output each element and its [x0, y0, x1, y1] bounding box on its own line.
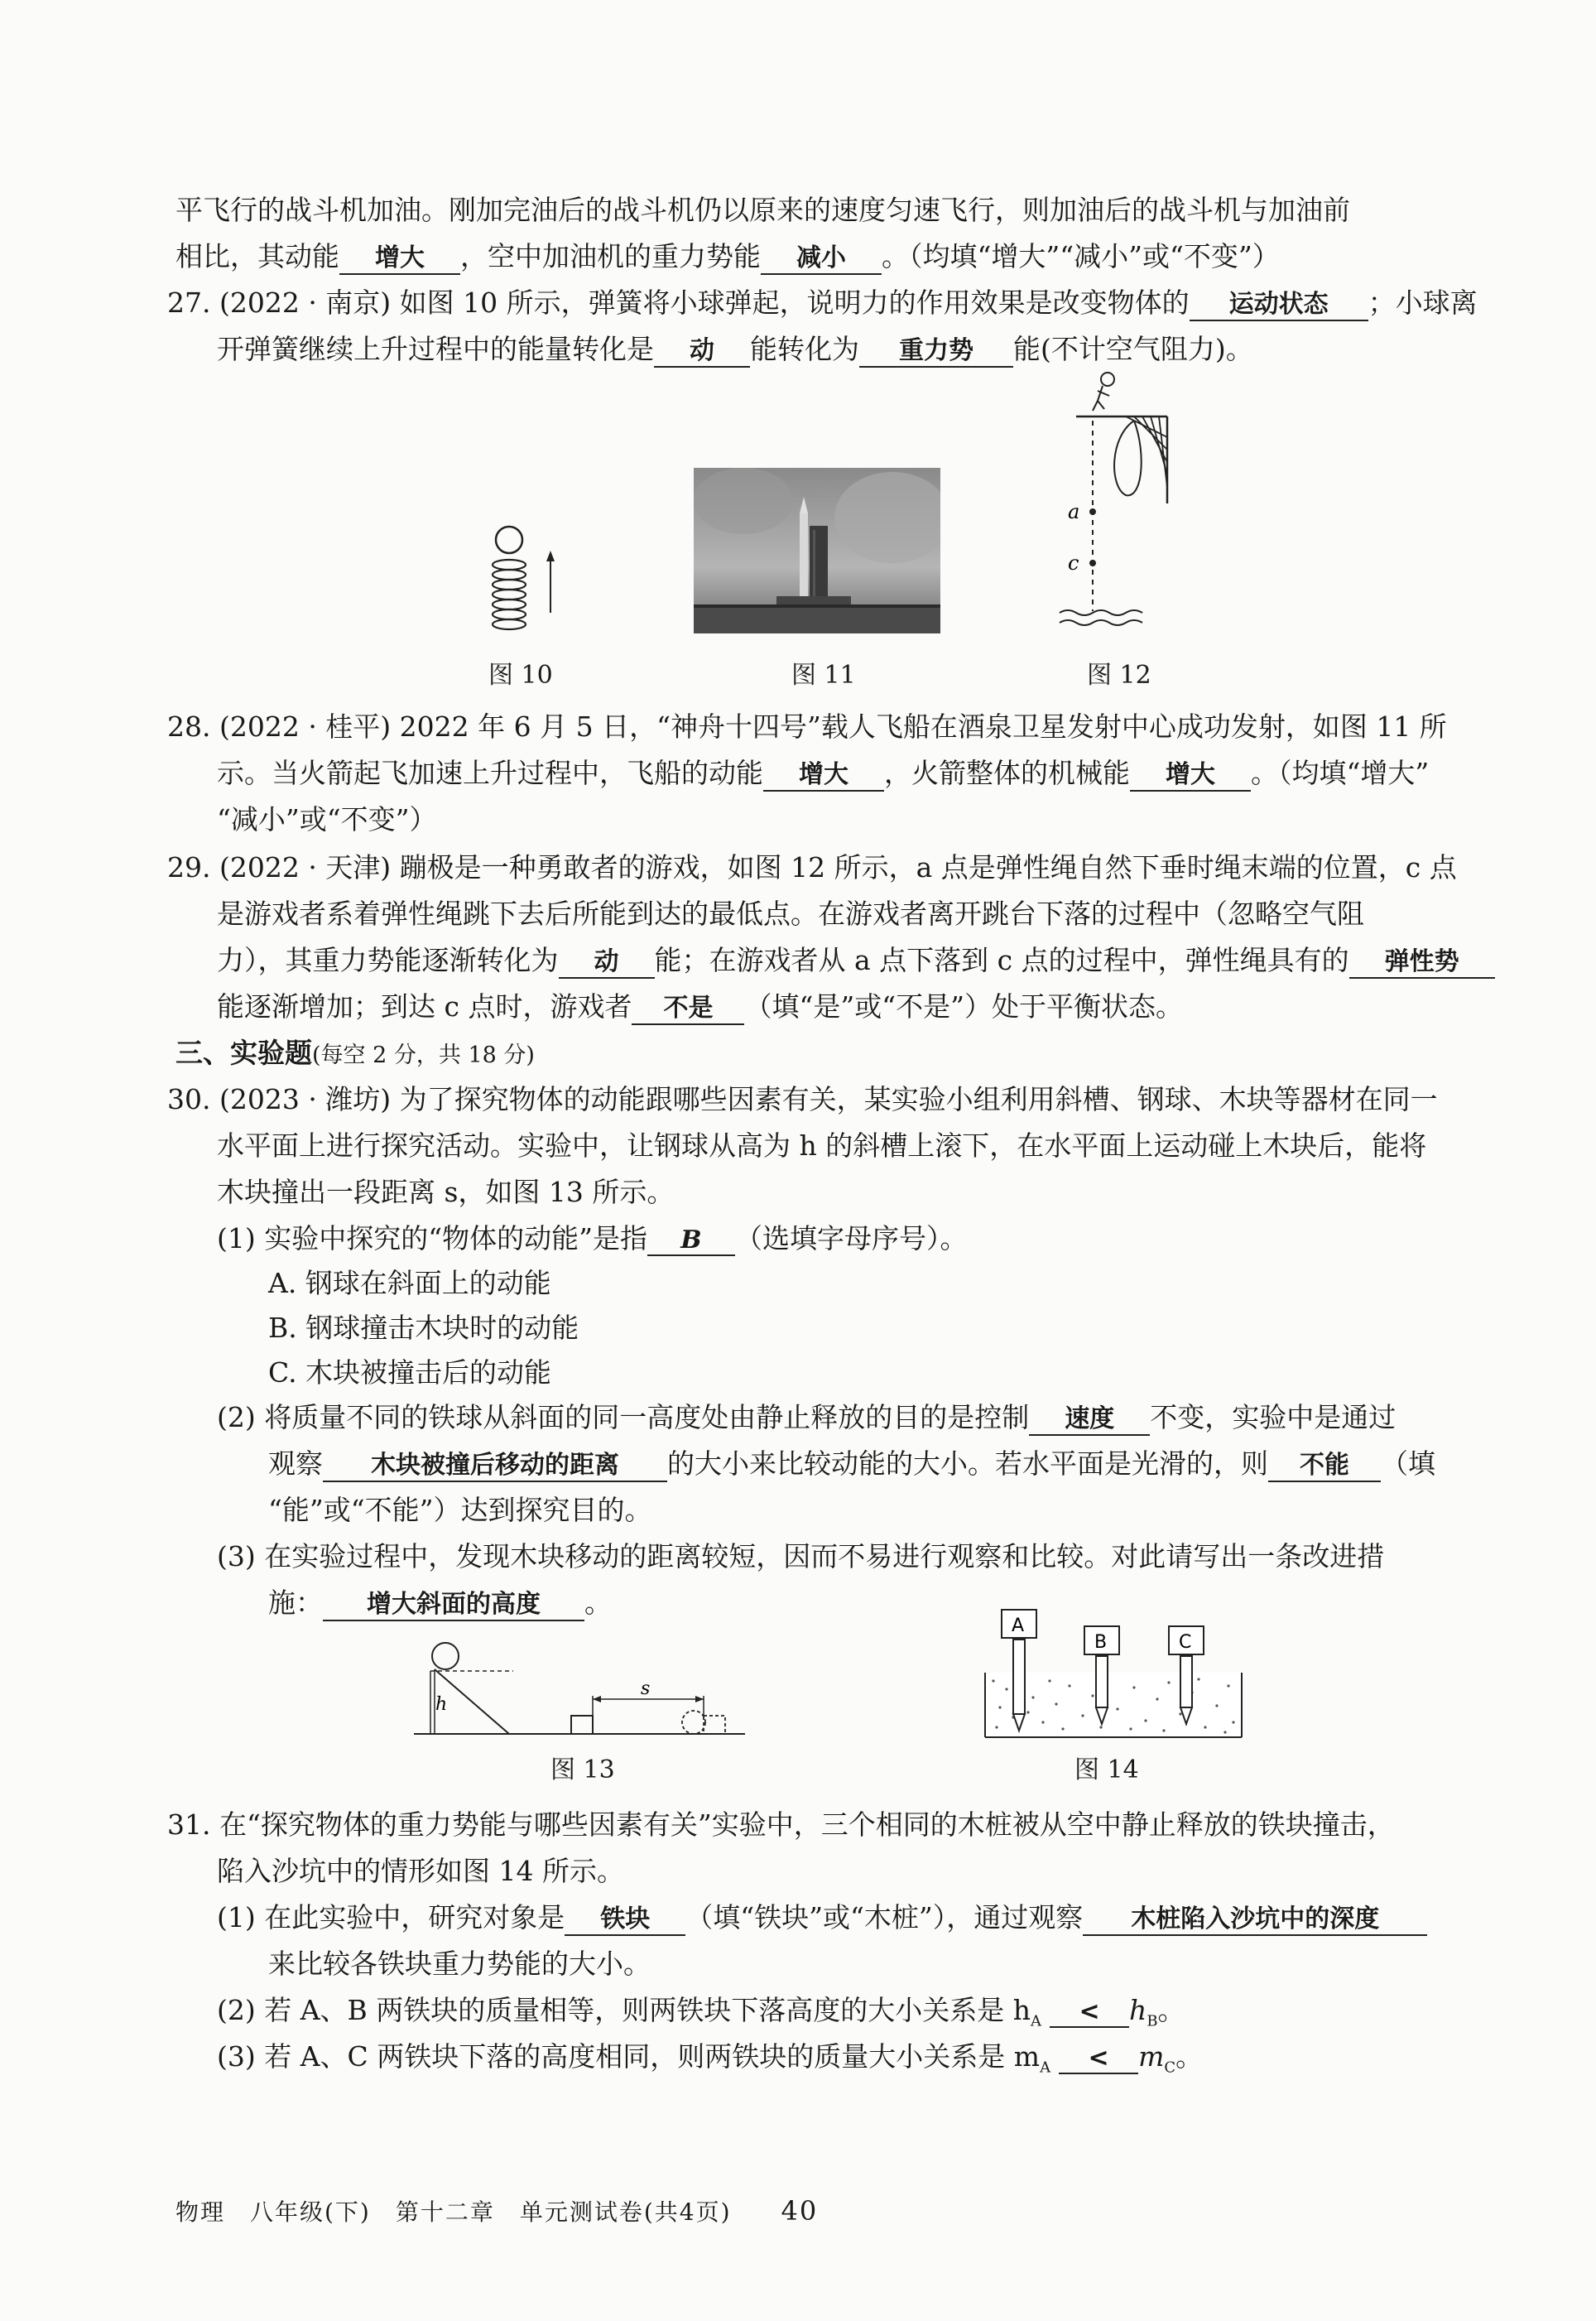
answer-blank: < — [1050, 1997, 1129, 2028]
q27-line1: 27. (2022 · 南京) 如图 10 所示，弹簧将小球弹起，说明力的作用效果是改变物体的 运动状态 ；小球离 — [167, 282, 1478, 321]
q30-line1: 30. (2023 · 潍坊) 为了探究物体的动能跟哪些因素有关，某实验小组利用斜槽、钢球、木块等器材在同一 — [167, 1083, 1438, 1115]
figure-13-caption: 图 13 — [550, 1755, 615, 1784]
answer-blank: 木桩陷入沙坑中的深度 — [1083, 1898, 1427, 1936]
figure-10-spring-ball — [480, 522, 571, 646]
q31-part3: (3) 若 A、C 两铁块下落的高度相同，则两铁块的质量大小关系是 $m_A < m_C$。 — [217, 2040, 1204, 2077]
q28-line1: 28. (2022 · 桂平) 2022 年 6 月 5 日，“神舟十四号”载人飞船在酒泉卫星发射中心成功发射，如图 11 所 — [167, 710, 1447, 743]
figure-10-caption: 图 10 — [488, 661, 553, 690]
figure-14-sandpit — [977, 1606, 1258, 1739]
q30-line3: 木块撞出一段距离 s，如图 13 所示。 — [217, 1176, 675, 1208]
answer-blank: B — [647, 1226, 735, 1256]
answer-blank: 弹性势 — [1349, 941, 1495, 979]
q28-line2: 示。当火箭起飞加速上升过程中，飞船的动能 增大 ，火箭整体的机械能 增大 。（均填“增大” — [217, 752, 1429, 792]
q30-option-a: A. 钢球在斜面上的动能 — [268, 1267, 551, 1299]
answer-blank: 增大 — [1130, 754, 1251, 792]
section-3-heading: 三、实验题(每空 2 分，共 18 分) — [175, 1037, 535, 1069]
q26-line2: 相比，其动能 增大 ，空中加油机的重力势能 减小 。（均填“增大”“减小”或“不变”） — [175, 235, 1280, 275]
answer-blank: 木块被撞后移动的距离 — [323, 1444, 667, 1482]
q30-option-c: C. 木块被撞击后的动能 — [268, 1356, 552, 1389]
answer-blank: 运动状态 — [1190, 283, 1368, 321]
q30-part1: (1) 实验中探究的“物体的动能”是指 B （选填字母序号）。 — [217, 1222, 968, 1254]
answer-blank: 动 — [654, 330, 750, 368]
label-h: h — [435, 1694, 448, 1715]
page-number: 40 — [781, 2195, 819, 2227]
q31-line1: 31. 在“探究物体的重力势能与哪些因素有关”实验中，三个相同的木桩被从空中静止释放的铁块撞击， — [167, 1808, 1395, 1841]
answer-blank: 速度 — [1029, 1398, 1150, 1436]
block-b: B — [1094, 1632, 1108, 1653]
q30-line2: 水平面上进行探究活动。实验中，让钢球从高为 h 的斜槽上滚下，在水平面上运动碰上木块后，能将 — [217, 1129, 1427, 1162]
answer-blank: < — [1059, 2044, 1138, 2074]
q30-option-b: B. 钢球撞击木块时的动能 — [268, 1312, 579, 1344]
q28-line3: “减小”或“不变”） — [217, 803, 437, 835]
figure-11-rocket-photo — [694, 468, 940, 633]
q29-line2: 是游戏者系着弹性绳跳下去后所能到达的最低点。在游戏者离开跳台下落的过程中（忽略空气阻 — [217, 898, 1364, 930]
figure-14-caption: 图 14 — [1074, 1755, 1139, 1784]
q30-part3-line1: (3) 在实验过程中，发现木块移动的距离较短，因而不易进行观察和比较。对此请写出一条改进措 — [217, 1540, 1385, 1572]
q31-line2: 陷入沙坑中的情形如图 14 所示。 — [217, 1855, 624, 1887]
answer-blank: 重力势 — [859, 330, 1013, 368]
q29-line4: 能逐渐增加；到达 c 点时，游戏者 不是 （填“是”或“不是”）处于平衡状态。 — [217, 985, 1183, 1025]
q30-part2-line2: 观察 木块被撞后移动的距离 的大小来比较动能的大小。若水平面是光滑的，则 不能 （填 — [268, 1442, 1435, 1482]
figure-13-incline — [406, 1623, 753, 1747]
q31-part1-line2: 来比较各铁块重力势能的大小。 — [268, 1948, 651, 1980]
block-a: A — [1012, 1616, 1025, 1636]
q31-part1-line1: (1) 在此实验中，研究对象是 铁块 （填“铁块”或“木桩”），通过观察 木桩陷入沙坑中的深度 — [217, 1896, 1427, 1936]
answer-blank: 增大斜面的高度 — [323, 1583, 584, 1621]
answer-blank: 动 — [559, 941, 655, 979]
block-c: C — [1179, 1632, 1192, 1653]
q30-part2-line3: “能”或“不能”）达到探究目的。 — [268, 1494, 652, 1526]
q30-part2-line1: (2) 将质量不同的铁球从斜面的同一高度处由静止释放的目的是控制 速度 不变，实验中是通过 — [217, 1396, 1396, 1436]
q30-part3-line2: 施： 增大斜面的高度 。 — [268, 1582, 612, 1621]
answer-blank: 减小 — [761, 237, 882, 275]
label-c: c — [1068, 551, 1079, 575]
figure-11-caption: 图 11 — [791, 661, 856, 690]
q26-line1: 平飞行的战斗机加油。刚加完油后的战斗机仍以原来的速度匀速飞行，则加油后的战斗机与加油前 — [175, 194, 1350, 226]
page-footer: 物理 八年级(下) 第十二章 单元测试卷(共4页) 40 — [175, 2195, 819, 2227]
q29-line1: 29. (2022 · 天津) 蹦极是一种勇敢者的游戏，如图 12 所示，a 点是弹性绳自然下垂时绳末端的位置，c 点 — [167, 851, 1457, 884]
figure-12-caption: 图 12 — [1087, 661, 1151, 690]
answer-blank: 铁块 — [565, 1898, 685, 1936]
q29-line3: 力），其重力势能逐渐转化为 动 能；在游戏者从 a 点下落到 c 点的过程中，弹性绳具有的 弹性势 — [217, 939, 1495, 979]
q31-part2: (2) 若 A、B 两铁块的质量相等，则两铁块下落高度的大小关系是 $h_A < h_B$。 — [217, 1994, 1185, 2030]
label-a: a — [1068, 500, 1080, 523]
answer-blank: 不能 — [1268, 1444, 1381, 1482]
q27-line2: 开弹簧继续上升过程中的能量转化是 动 能转化为 重力势 能(不计空气阻力)。 — [217, 328, 1253, 368]
answer-blank: 增大 — [339, 237, 460, 275]
answer-blank: 增大 — [763, 754, 884, 792]
answer-blank: 不是 — [632, 987, 744, 1025]
figure-12-bungee — [1043, 371, 1200, 636]
label-s: s — [641, 1678, 651, 1699]
